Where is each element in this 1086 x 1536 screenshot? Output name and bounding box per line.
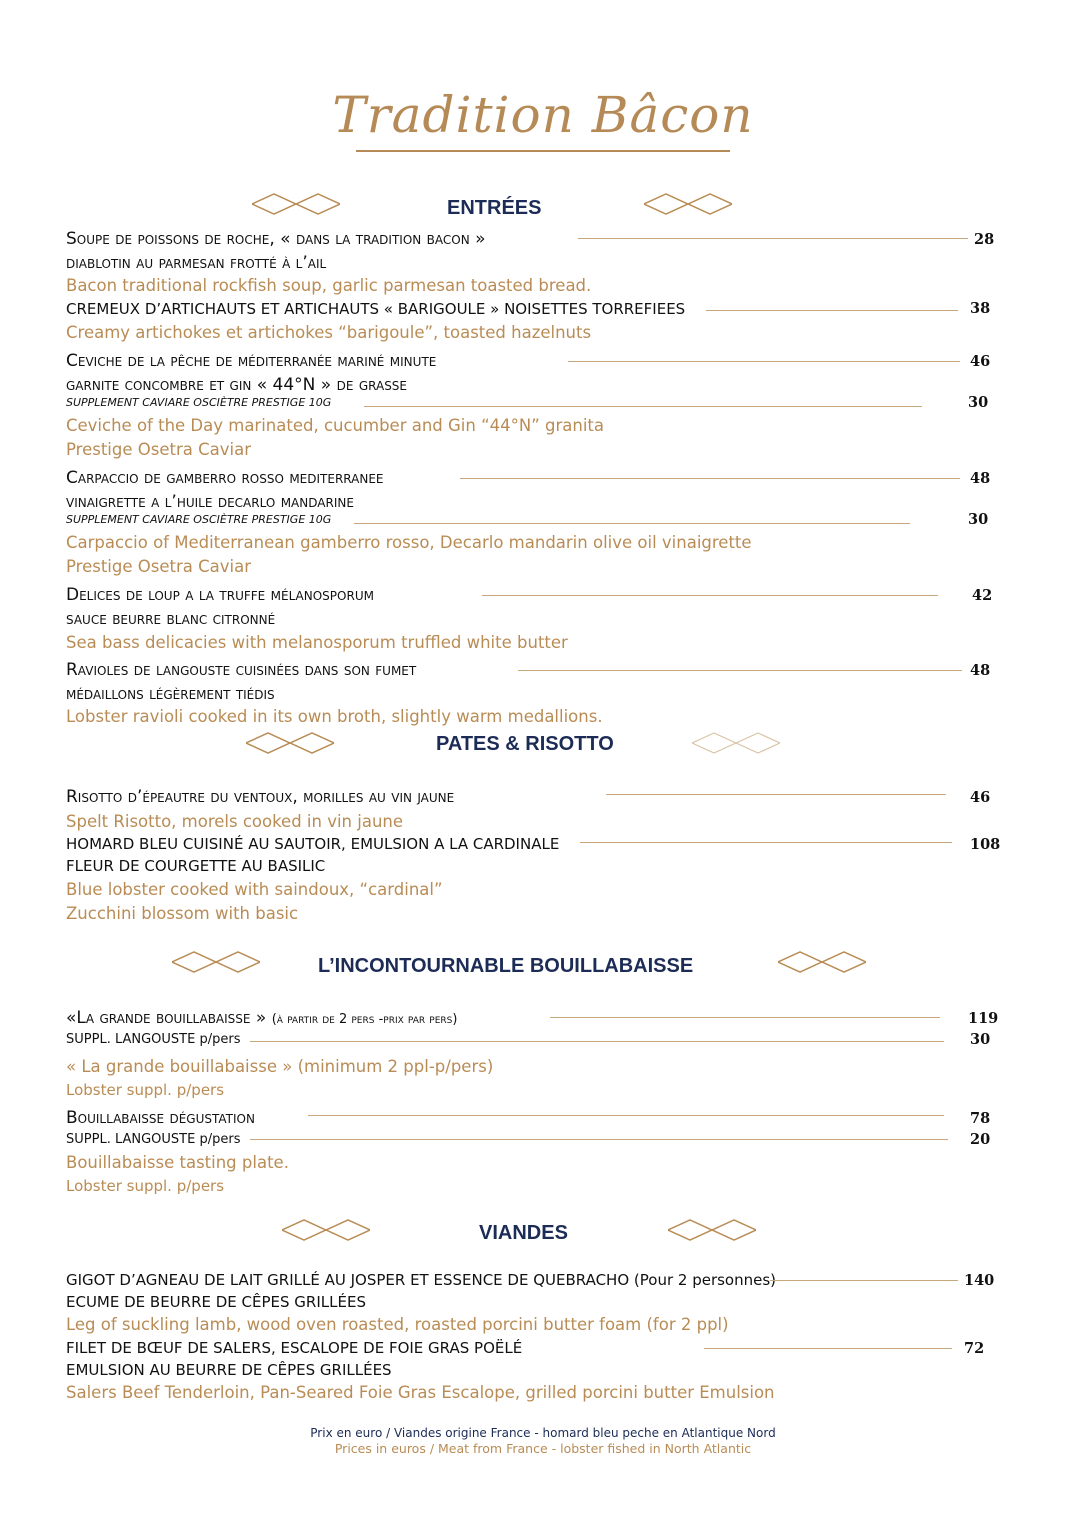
- dish-delices-en: Sea bass delicacies with melanosporum truffled white butter: [66, 633, 568, 652]
- ornament-icon: [246, 731, 334, 757]
- dotted-leader: [606, 794, 946, 795]
- ornament-icon: [282, 1218, 370, 1244]
- dish-ceviche-fr: Ceviche de la pêche de méditerranée mariné minute: [66, 351, 437, 371]
- dish-ceviche-en: Ceviche of the Day marinated, cucumber and Gin “44°N” granita: [66, 416, 605, 435]
- price-soupe: 28: [974, 231, 995, 248]
- dish-ravioles-fr: Ravioles de langouste cuisinées dans son fumet: [66, 660, 417, 680]
- ornament-icon: [252, 192, 340, 218]
- dish-homard-en: Blue lobster cooked with saindoux, “cardinal”: [66, 880, 443, 899]
- price-homard: 108: [970, 836, 1001, 853]
- dish-soupe-en: Bacon traditional rockfish soup, garlic parmesan toasted bread.: [66, 276, 592, 295]
- price-filet: 72: [964, 1340, 985, 1357]
- title-underline: [356, 150, 730, 152]
- dish-ravioles-en: Lobster ravioli cooked in its own broth, slightly warm medallions.: [66, 707, 603, 726]
- ornament-icon: [172, 950, 260, 976]
- ornament-icon: [644, 192, 732, 218]
- dish-degust-fr: Bouillabaisse dégustation: [66, 1108, 255, 1128]
- dish-gigot-en: Leg of suckling lamb, wood oven roasted, roasted porcini butter foam (for 2 ppl): [66, 1315, 729, 1334]
- dish-homard-en2: Zucchini blossom with basic: [66, 904, 299, 923]
- footer-note-en: Prices in euros / Meat from France - lobster fished in North Atlantic: [334, 1441, 752, 1456]
- page-title: Tradition Bâcon: [332, 86, 754, 144]
- dotted-leader: [550, 1017, 940, 1018]
- dish-carpaccio-en2: Prestige Osetra Caviar: [66, 557, 251, 576]
- dotted-leader: [706, 310, 958, 311]
- dish-ravioles-fr2: médaillons légèrement tiédis: [66, 684, 275, 704]
- dotted-leader: [580, 842, 952, 843]
- dish-grande-en2: Lobster suppl. p/pers: [66, 1081, 225, 1099]
- dish-grande-fr-name: «La grande bouillabaisse »: [66, 1008, 267, 1028]
- dotted-leader: [354, 523, 910, 524]
- dish-ceviche-en2: Prestige Osetra Caviar: [66, 440, 251, 459]
- dotted-leader: [364, 406, 922, 407]
- dotted-leader: [250, 1139, 948, 1140]
- dotted-leader: [250, 1041, 944, 1042]
- dish-gigot-fr: GIGOT D’AGNEAU DE LAIT GRILLÉ AU JOSPER ET ESSENCE DE QUEBRACHO (Pour 2 personnes): [66, 1271, 777, 1289]
- dotted-leader: [518, 670, 962, 671]
- dotted-leader: [308, 1115, 944, 1116]
- suppl-grande: SUPPL. LANGOUSTE p/pers: [66, 1032, 241, 1047]
- dotted-leader: [460, 478, 960, 479]
- section-title-pates: PATES & RISOTTO: [436, 733, 614, 755]
- supplement-ceviche: SUPPLEMENT CAVIARE OSCIÈTRE PRESTIGE 10G: [66, 396, 332, 409]
- dish-delices-fr2: sauce beurre blanc citronné: [66, 609, 276, 629]
- dish-carpaccio-fr: Carpaccio de gamberro rosso mediterranee: [66, 468, 384, 488]
- price-degust-suppl: 20: [970, 1131, 991, 1148]
- dish-filet-fr2: EMULSION AU BEURRE DE CÊPES GRILLÉES: [66, 1361, 392, 1379]
- dish-cremeux-fr: CREMEUX D’ARTICHAUTS ET ARTICHAUTS « BARIGOULE » NOISETTES TORREFIEES: [66, 300, 686, 318]
- dish-soupe-fr2: diablotin au parmesan frotté à l’ail: [66, 253, 327, 273]
- dish-ceviche-fr2: garnite concombre et gin « 44°N » de grasse: [66, 375, 408, 395]
- dish-carpaccio-en: Carpaccio of Mediterranean gamberro rosso, Decarlo mandarin olive oil vinaigrette: [66, 533, 752, 552]
- price-ceviche: 46: [970, 353, 991, 370]
- dish-degust-en2: Lobster suppl. p/pers: [66, 1177, 225, 1195]
- dish-filet-fr: FILET DE BŒUF DE SALERS, ESCALOPE DE FOIE GRAS POËLÉ: [66, 1339, 523, 1357]
- dish-carpaccio-fr2: vinaigrette a l’huile decarlo mandarine: [66, 492, 354, 512]
- dish-degust-en: Bouillabaisse tasting plate.: [66, 1153, 289, 1172]
- dotted-leader: [770, 1280, 958, 1281]
- ornament-icon: [668, 1218, 756, 1244]
- dotted-leader: [578, 238, 968, 239]
- supplement-carpaccio: SUPPLEMENT CAVIARE OSCIÈTRE PRESTIGE 10G: [66, 513, 332, 526]
- price-degust: 78: [970, 1110, 991, 1127]
- section-title-bouillabaisse: L’INCONTOURNABLE BOUILLABAISSE: [318, 955, 694, 977]
- dish-cremeux-en: Creamy artichokes et artichokes “barigoule”, toasted hazelnuts: [66, 323, 592, 342]
- dish-soupe-fr: Soupe de poissons de roche, « dans la tradition bacon »: [66, 229, 486, 249]
- ornament-icon: [692, 731, 780, 757]
- price-ceviche-supplement: 30: [968, 394, 989, 411]
- price-grande-suppl: 30: [970, 1031, 991, 1048]
- dish-grande-en: « La grande bouillabaisse » (minimum 2 ppl-p/pers): [66, 1057, 494, 1076]
- price-risotto: 46: [970, 789, 991, 806]
- dish-risotto-en: Spelt Risotto, morels cooked in vin jaune: [66, 812, 404, 831]
- dotted-leader: [482, 595, 938, 596]
- dish-risotto-fr: Risotto d’épeautre du ventoux, morilles au vin jaune: [66, 787, 455, 807]
- price-carpaccio-supplement: 30: [968, 511, 989, 528]
- section-title-viandes: VIANDES: [479, 1222, 568, 1244]
- price-grande: 119: [968, 1010, 999, 1027]
- price-ravioles: 48: [970, 662, 991, 679]
- section-title-entrees: ENTRÉES: [447, 197, 542, 219]
- dish-homard-fr2: FLEUR DE COURGETTE AU BASILIC: [66, 857, 326, 875]
- ornament-icon: [778, 950, 866, 976]
- dish-homard-fr: HOMARD BLEU CUISINÉ AU SAUTOIR, EMULSION A LA CARDINALE: [66, 835, 560, 853]
- price-gigot: 140: [964, 1272, 995, 1289]
- dish-grande-fr-note: (à partir de 2 pers -prix par pers): [271, 1012, 458, 1027]
- dish-filet-en: Salers Beef Tenderloin, Pan-Seared Foie Gras Escalope, grilled porcini butter Emulsion: [66, 1383, 775, 1402]
- footer-note-fr: Prix en euro / Viandes origine France - homard bleu peche en Atlantique Nord: [310, 1426, 776, 1440]
- price-cremeux: 38: [970, 300, 991, 317]
- dotted-leader: [704, 1348, 952, 1349]
- dish-gigot-fr2: ECUME DE BEURRE DE CÊPES GRILLÉES: [66, 1293, 366, 1311]
- suppl-degust: SUPPL. LANGOUSTE p/pers: [66, 1132, 241, 1147]
- dish-delices-fr: Delices de loup a la truffe mélanosporum: [66, 585, 374, 605]
- price-delices: 42: [972, 587, 993, 604]
- dotted-leader: [568, 361, 960, 362]
- price-carpaccio: 48: [970, 470, 991, 487]
- dish-grande-fr: [66, 1008, 457, 1028]
